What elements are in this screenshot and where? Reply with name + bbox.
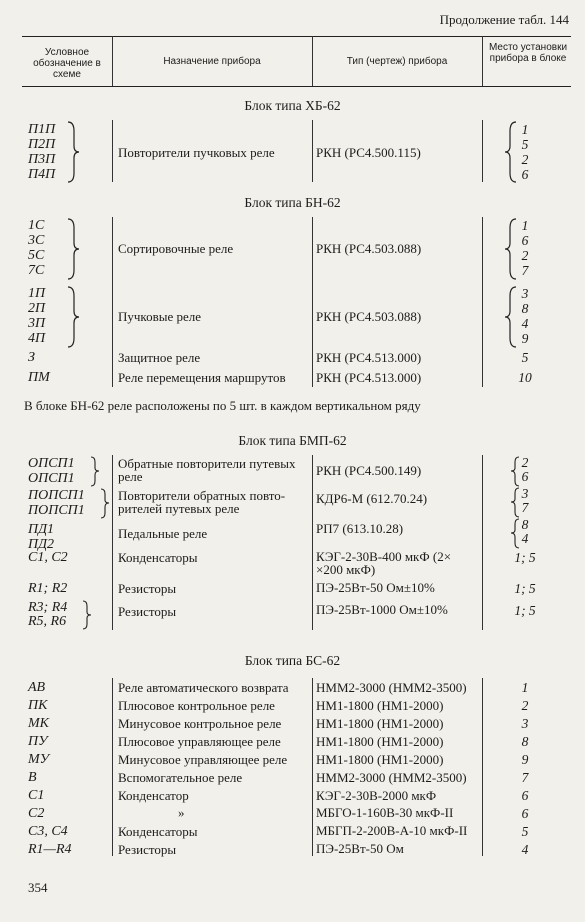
designation-code: 3С [28,233,45,248]
designation-code: С3, С4 [28,824,68,839]
divider [482,120,483,182]
type-text: КЭГ-2-30В-2000 мкФ [316,788,437,803]
place-value: 2 [521,152,529,167]
designation-code: 2П [28,301,46,316]
designation-code: П4П [28,167,56,182]
place-value: 1; 5 [514,550,536,565]
place-value: 5 [521,824,529,839]
place-value: 5 [521,350,529,365]
place-value: 2 [521,455,529,470]
type-text: МБГП-2-200В-А-10 мкФ-II [316,823,468,838]
place-value: 6 [521,167,529,182]
designation-code: ПМ [28,370,50,385]
ditto-mark: » [178,805,185,820]
purpose-text: Сортировочные реле [118,241,234,256]
page-number: 354 [28,880,48,895]
section-title-bmp62: Блок типа БМП-62 [238,433,347,448]
type-text: НМ1-1800 (НМ1-2000) [316,716,444,731]
purpose-text: Вспомогательное реле [118,770,243,785]
place-value: 2 [521,248,529,263]
place-value: 7 [521,500,529,515]
designation-code: 3П [28,316,46,331]
place-value: 3 [521,486,529,501]
designation-code: R1; R2 [28,581,68,596]
place-value: 10 [518,370,532,385]
type-text: КДР6-М (612.70.24) [316,491,428,506]
purpose-text: реле [118,469,143,484]
place-value: 8 [521,301,529,316]
place-value: 1 [521,680,529,695]
divider [482,217,483,387]
divider [112,120,113,182]
purpose-text: Минусовое контрольное реле [118,716,282,731]
purpose-text: Конденсаторы [118,824,198,839]
purpose-text: Резисторы [118,842,177,857]
purpose-text: Конденсатор [118,788,189,803]
place-value: 3 [521,716,529,731]
right-brace-icon [66,286,80,348]
header-divider-3 [482,36,483,86]
place-value: 3 [521,286,529,301]
place-value: 1 [521,218,529,233]
place-value: 6 [521,788,529,803]
divider [312,217,313,387]
place-value: 4 [521,531,529,546]
designation-code: П3П [28,152,56,167]
continuation-label: Продолжение табл. 144 [439,12,569,27]
designation-code: 7С [28,263,45,278]
right-brace-icon [100,488,110,519]
type-text: РКН (РС4.503.088) [316,309,422,324]
designation-code: В [28,770,37,785]
place-value: 5 [521,137,529,152]
type-text: РКН (РС4.503.088) [316,241,422,256]
designation-code: П1П [28,122,56,137]
place-value: 8 [521,734,529,749]
designation-code: МК [28,716,49,731]
header-purpose: Назначение прибора [163,56,261,67]
place-value: 7 [521,770,529,785]
designation-code: З [28,350,35,365]
designation-code: С1 [28,788,45,803]
type-text: РКН (РС4.513.000) [316,370,422,385]
designation-code: R1—R4 [28,842,72,857]
type-text: ×200 мкФ) [316,562,376,577]
place-value: 1 [521,122,529,137]
type-text: ПЭ-25Вт-50 Ом±10% [316,580,435,595]
purpose-text: Минусовое управляющее реле [118,752,288,767]
designation-code: 1С [28,218,45,233]
designation-code: ПК [28,698,48,713]
header-designation: Условное обозначение в схеме [33,47,101,80]
purpose-text: Плюсовое управляющее реле [118,734,281,749]
designation-code: С1, С2 [28,550,68,565]
type-text: ПЭ-25Вт-1000 Ом±10% [316,602,448,617]
divider [112,455,113,630]
purpose-text: Реле перемещения маршрутов [118,370,286,385]
divider [112,678,113,856]
purpose-text: Пучковые реле [118,309,202,324]
type-text: МБГО-1-160В-30 мкФ-II [316,805,454,820]
section-title-hb62: Блок типа ХБ-62 [244,98,341,113]
divider [312,455,313,630]
divider [482,455,483,630]
place-value: 9 [521,331,529,346]
designation-code: МУ [28,752,50,767]
designation-code: 1П [28,286,46,301]
header-bottom-rule [22,86,571,87]
right-brace-icon [66,121,80,183]
purpose-text: Повторители обратных повто- [118,488,286,503]
table-top-rule [22,36,571,37]
designation-code: ПД1 [28,522,55,537]
designation-code: С2 [28,806,45,821]
designation-code: R5, R6 [28,614,67,629]
purpose-text: Резисторы [118,581,177,596]
place-value: 6 [521,233,529,248]
purpose-text: Реле автоматического возврата [118,680,289,695]
section-title-bn62: Блок типа БН-62 [244,195,341,210]
type-text: НМ1-1800 (НМ1-2000) [316,752,444,767]
purpose-text: Повторители пучковых реле [118,145,275,160]
designation-code: ОПСП1 [28,456,75,471]
place-value: 8 [521,517,529,532]
place-value: 6 [521,469,529,484]
place-value: 1; 5 [514,603,536,618]
place-value: 6 [521,806,529,821]
designation-code: АВ [28,680,46,695]
purpose-text: Обратные повторители путевых [118,456,296,471]
place-value: 7 [521,263,529,278]
header-type: Тип (чертеж) прибора [346,56,448,67]
divider [312,678,313,856]
place-value: 9 [521,752,529,767]
header-place: Место установки прибора в блоке [488,42,568,64]
place-value: 1; 5 [514,581,536,596]
purpose-text: Защитное реле [118,350,201,365]
place-value: 4 [521,842,529,857]
divider [112,217,113,387]
designation-code: ПОПСП1 [28,488,85,503]
purpose-text: Педальные реле [118,526,208,541]
designation-code: ПОПСП1 [28,503,85,518]
type-text: НММ2-3000 (НММ2-3500) [316,770,467,785]
type-text: ПЭ-25Вт-50 Ом [316,841,404,856]
section-title-bs62: Блок типа БС-62 [244,653,341,668]
place-value: 4 [521,316,529,331]
designation-code: П2П [28,137,56,152]
designation-code: R3; R4 [28,600,68,615]
designation-code: 5С [28,248,45,263]
type-text: НММ2-3000 (НММ2-3500) [316,680,467,695]
block-note: В блоке БН-62 реле расположены по 5 шт. в каждом вертикальном ряду [24,398,421,413]
purpose-text: рителей путевых реле [118,501,240,516]
type-text: РП7 (613.10.28) [316,521,404,536]
divider [312,120,313,182]
type-text: РКН (РС4.500.149) [316,463,422,478]
designation-code: 4П [28,331,46,346]
type-text: НМ1-1800 (НМ1-2000) [316,734,444,749]
designation-code: ОПСП1 [28,471,75,486]
header-divider-1 [112,36,113,86]
right-brace-icon [90,456,100,487]
divider [482,678,483,856]
right-brace-icon [82,600,92,630]
right-brace-icon [66,218,80,280]
designation-code: ПД2 [28,537,55,552]
type-text: РКН (РС4.500.115) [316,145,421,160]
type-text: НМ1-1800 (НМ1-2000) [316,698,444,713]
type-text: РКН (РС4.513.000) [316,350,422,365]
header-divider-2 [312,36,313,86]
purpose-text: Плюсовое контрольное реле [118,698,275,713]
place-value: 2 [521,698,529,713]
designation-code: ПУ [28,734,48,749]
purpose-text: Резисторы [118,604,177,619]
type-text: КЭГ-2-30В-400 мкФ (2× [316,549,452,564]
purpose-text: Конденсаторы [118,550,198,565]
